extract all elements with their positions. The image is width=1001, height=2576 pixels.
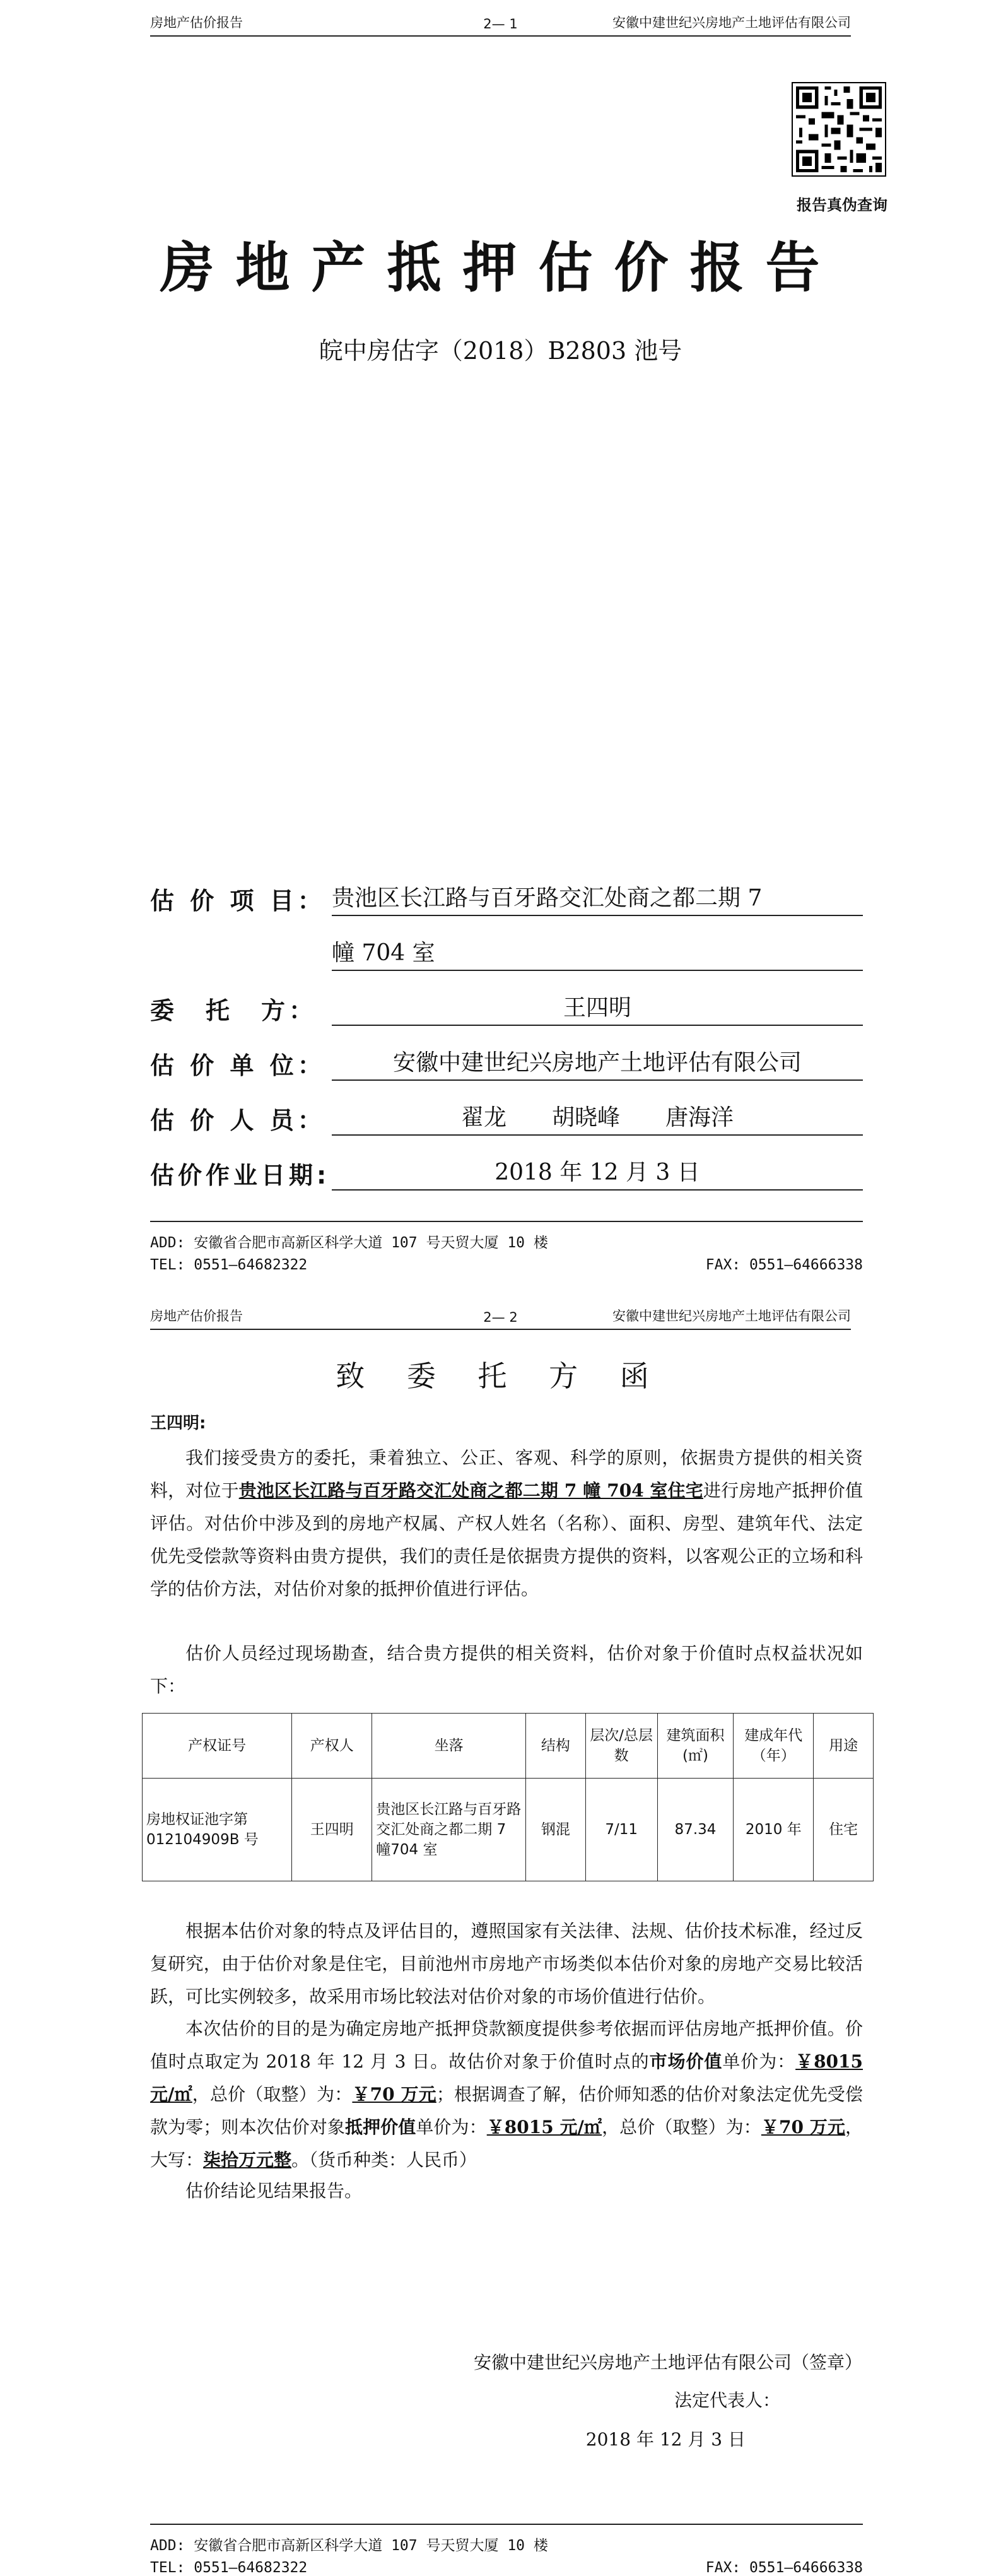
footer-address: ADD: 安徽省合肥市高新区科学大道 107 号天贸大厦 10 楼 — [150, 1235, 548, 1251]
field-appraiser-company — [150, 1045, 863, 1081]
letter-paragraph-1 — [150, 1442, 863, 1606]
field-label: 估 价 人 员： — [150, 1107, 325, 1134]
field-label: 估 价 单 位： — [150, 1052, 325, 1079]
page-header — [150, 1298, 851, 1330]
table-row — [143, 1779, 874, 1881]
header-left: 房地产估价报告 — [150, 1309, 243, 1324]
table-cell: 王四明 — [292, 1779, 372, 1881]
page-header — [150, 5, 851, 37]
col-header: 建筑面积(㎡) — [657, 1714, 734, 1779]
col-header: 用途 — [814, 1714, 874, 1779]
text: ，大写： — [150, 2117, 863, 2170]
table-header-row — [143, 1714, 874, 1779]
col-header: 结构 — [526, 1714, 586, 1779]
text: 。（货币种类：人民币） — [291, 2150, 477, 2170]
field-appraisers — [150, 1100, 863, 1136]
letter-paragraph-4 — [150, 2013, 863, 2177]
text: 根据本估价对象的特点及评估目的，遵照国家有关法律、法规、估价技术标准，经过反复研究，由于估价对象是住宅，目前池州市房地产市场类似本估价对象的房地产交易比较活跃，可比实例较多，故采用市场比较法对估价对象的市场价值进行估价。 — [150, 1920, 863, 2007]
header-right: 安徽中建世纪兴房地产土地评估有限公司 — [612, 15, 851, 30]
field-value: 2018 年 12 月 3 日 — [332, 1155, 863, 1191]
header-page-number: 2— 1 — [483, 16, 518, 32]
footer-address: ADD: 安徽省合肥市高新区科学大道 107 号天贸大厦 10 楼 — [150, 2538, 548, 2554]
document-number: 皖中房估字（2018）B2803 池号 — [319, 337, 682, 365]
footer-tel: TEL: 0551—64682322 — [150, 2560, 308, 2576]
text: ，总价（取整）为： — [192, 2084, 353, 2105]
field-value: 翟龙 胡晓峰 唐海洋 — [332, 1100, 863, 1136]
text: 单价为： — [416, 2117, 487, 2138]
property-address: 贵池区长江路与百牙路交汇处商之都二期 7 幢 704 室住宅 — [238, 1480, 703, 1501]
mortgage-total-price: ￥70 万元 — [761, 2117, 845, 2138]
cover-fields — [150, 880, 863, 1191]
letter-title: 致 委 托 方 函 — [336, 1359, 665, 1393]
qr-caption: 报告真伪查询 — [797, 196, 887, 214]
table-cell: 钢混 — [526, 1779, 586, 1881]
header-right: 安徽中建世纪兴房地产土地评估有限公司 — [612, 1309, 851, 1324]
header-page-number: 2— 2 — [483, 1310, 518, 1325]
col-header: 产权证号 — [143, 1714, 292, 1779]
text: 单价为： — [722, 2051, 796, 2072]
page-footer — [150, 2524, 863, 2576]
field-label: 估 价 项 目： — [150, 887, 325, 915]
text: 估价人员经过现场勘查，结合贵方提供的相关资料，估价对象于价值时点权益状况如下： — [150, 1643, 863, 1697]
signature-date: 2018 年 12 月 3 日 — [585, 2429, 746, 2450]
footer-tel: TEL: 0551—64682322 — [150, 1257, 308, 1273]
field-value: 贵池区长江路与百牙路交汇处商之都二期 7 — [332, 880, 863, 916]
footer-fax: FAX: 0551—64666338 — [705, 2560, 863, 2576]
field-value: 王四明 — [332, 990, 863, 1026]
field-label: 委 托 方： — [150, 997, 317, 1025]
letter-salutation: 王四明: — [150, 1414, 206, 1433]
field-project-cont — [150, 935, 863, 971]
letter-paragraph-3 — [150, 1915, 863, 2013]
report-title: 房地产抵押估价报告 — [160, 236, 841, 300]
qr-code-icon[interactable] — [792, 82, 886, 177]
mortgage-unit-price: ￥8015 元/㎡ — [486, 2117, 602, 2138]
col-header: 坐落 — [372, 1714, 526, 1779]
total-price: ￥70 万元 — [352, 2084, 436, 2105]
mortgage-value-label: 抵押价值 — [344, 2117, 416, 2138]
amount-in-words: 柒拾万元整 — [203, 2150, 292, 2170]
field-date — [150, 1155, 863, 1191]
col-header: 产权人 — [292, 1714, 372, 1779]
field-client — [150, 990, 863, 1026]
footer-fax: FAX: 0551—64666338 — [705, 1257, 863, 1273]
unit-price: ￥8015 元/㎡ — [150, 2051, 863, 2105]
table-cell: 贵池区长江路与百牙路交汇处商之都二期 7 幢704 室 — [372, 1779, 526, 1881]
text: ，总价（取整）为： — [602, 2117, 761, 2138]
property-table — [142, 1713, 874, 1881]
field-project — [150, 880, 863, 916]
table-cell: 87.34 — [657, 1779, 734, 1881]
text: ；根据调查了解，估价师知悉的估价对象法定优先受偿款为零；则本次估价对象 — [150, 2084, 863, 2138]
letter-paragraph-5 — [150, 2175, 863, 2208]
table-cell: 住宅 — [814, 1779, 874, 1881]
header-left: 房地产估价报告 — [150, 15, 243, 30]
text: 我们接受贵方的委托，秉着独立、公正、客观、科学的原则，依据贵方提供的相关资料，对位于 — [150, 1447, 863, 1501]
col-header: 建成年代（年） — [734, 1714, 814, 1779]
text: 进行房地产抵押价值评估。对估价中涉及到的房地产权属、产权人姓名（名称）、面积、房型、建筑年代、法定优先受偿款等资料由贵方提供，我们的责任是依据贵方提供的资料，以客观公正的立场和科学的估价方法，对估价对象的抵押价值进行评估。 — [150, 1480, 863, 1599]
signature-representative: 法定代表人： — [674, 2390, 780, 2411]
letter-page — [0, 1293, 1001, 2574]
page-footer — [150, 1221, 863, 1273]
signature-company: 安徽中建世纪兴房地产土地评估有限公司（签章） — [473, 2352, 862, 2373]
letter-paragraph-2 — [150, 1637, 863, 1703]
table-cell: 7/11 — [585, 1779, 657, 1881]
table-cell: 2010 年 — [734, 1779, 814, 1881]
field-value-cont: 幢 704 室 — [332, 935, 863, 971]
field-label: 估价作业日期: — [150, 1162, 331, 1189]
market-value-label: 市场价值 — [649, 2051, 723, 2072]
col-header: 层次/总层数 — [585, 1714, 657, 1779]
text: 估价结论见结果报告。 — [185, 2180, 363, 2201]
text: 本次估价的目的是为确定房地产抵押贷款额度提供参考依据而评估房地产抵押价值。价值时点取定为 2018 年 12 月 3 日。故估价对象于价值时点的 — [150, 2018, 863, 2072]
table-cell: 房地权证池字第012104909B 号 — [143, 1779, 292, 1881]
field-value: 安徽中建世纪兴房地产土地评估有限公司 — [332, 1045, 863, 1081]
